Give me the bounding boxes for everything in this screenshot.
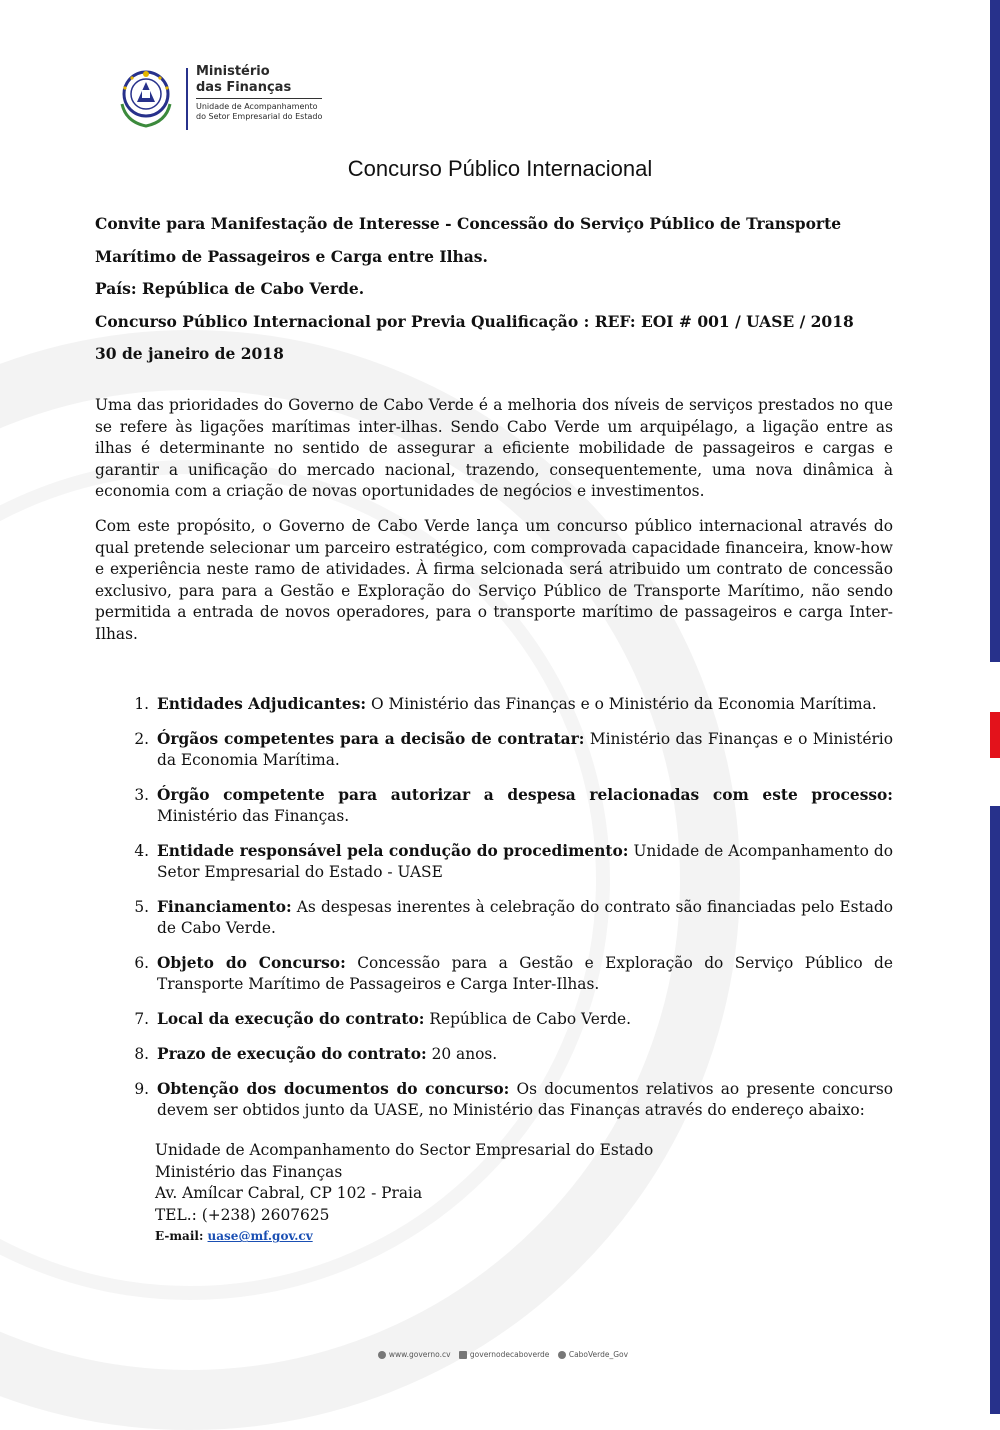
footer-facebook[interactable]: governodecaboverde	[469, 1350, 550, 1359]
footer-website[interactable]: www.governo.cv	[388, 1350, 451, 1359]
email-label: E-mail:	[155, 1229, 208, 1244]
list-item	[95, 953, 893, 995]
logo-subtitle-2: do Setor Empresarial do Estado	[196, 112, 323, 121]
page-footer	[0, 1350, 1000, 1359]
contact-address	[155, 1140, 653, 1246]
list-item	[95, 841, 893, 883]
address-line: Unidade de Acompanhamento do Sector Empresarial do Estado	[155, 1141, 654, 1159]
list-item-label: Local da execução do contrato:	[157, 1010, 425, 1028]
list-item-text: 20 anos.	[426, 1045, 498, 1063]
email-line	[155, 1226, 653, 1246]
list-item-label: Órgãos competentes para a decisão de contratar:	[157, 730, 585, 748]
list-number: 3.	[134, 786, 149, 804]
email-link[interactable]: uase@mf.gov.cv	[207, 1229, 313, 1244]
list-item-label: Objeto do Concurso:	[157, 954, 346, 972]
footer-twitter[interactable]: CaboVerde_Gov	[568, 1350, 629, 1359]
list-number: 1.	[134, 695, 149, 713]
facebook-icon	[459, 1351, 467, 1359]
header-line: Marítimo de Passageiros e Carga entre Ilhas.	[95, 246, 488, 266]
national-emblem-icon	[112, 64, 180, 132]
list-item-text: República de Cabo Verde.	[424, 1010, 632, 1028]
body-text	[95, 395, 893, 659]
header-date: 30 de janeiro de 2018	[95, 344, 284, 363]
list-number: 8.	[134, 1045, 149, 1063]
logo-divider	[186, 68, 188, 130]
list-number: 6.	[134, 954, 149, 972]
logo-subtitle-1: Unidade de Acompanhamento	[196, 102, 318, 111]
list-item	[95, 1009, 893, 1030]
list-item-label: Entidades Adjudicantes:	[157, 695, 367, 713]
list-item	[95, 694, 893, 715]
list-item	[95, 729, 893, 771]
paragraph: Com este propósito, o Governo de Cabo Verde lança um concurso público internacional através do qual pretende selecionar um parceiro estratégico, com comprovada capacidade financeira, know-how e experiência neste ramo de atividades. À firma selcionada será atribuido um contrato de concessão exclusivo, para para a Gestão e Exploração do Serviço Público de Transporte Marítimo, não sendo permitida a entrada de novos operadores, para o transporte marítimo de passageiros e carga Inter-Ilhas.	[95, 516, 893, 643]
logo-text	[196, 64, 322, 122]
side-stripe-red	[990, 712, 1000, 758]
list-item-text: Unidade de Acompanhamento do Setor Empresarial do Estado - UASE	[157, 842, 893, 881]
header-line: Concurso Público Internacional por Previa Qualificação : REF: EOI # 001 / UASE / 2018	[95, 311, 854, 331]
logo-line-1: Ministério	[196, 64, 270, 79]
side-stripe-blue-bottom	[990, 806, 1000, 1414]
list-item-text: Ministério das Finanças e o Ministério da Economia Marítima.	[157, 730, 893, 769]
list-number: 9.	[134, 1080, 149, 1098]
list-item-label: Obtenção dos documentos do concurso:	[157, 1080, 510, 1098]
list-item-text: Os documentos relativos ao presente concurso devem ser obtidos junto da UASE, no Ministério das Finanças através do endereço abaixo:	[157, 1080, 893, 1119]
numbered-list	[95, 694, 893, 1135]
header-line: País: República de Cabo Verde.	[95, 279, 365, 298]
globe-icon	[378, 1351, 386, 1359]
list-item	[95, 785, 893, 827]
phone-line: TEL.: (+238) 2607625	[155, 1205, 330, 1224]
logo-line-2: das Finanças	[196, 80, 322, 99]
list-item-text: As despesas inerentes à celebração do contrato são financiadas pelo Estado de Cabo Verde.	[157, 898, 893, 937]
list-item-label: Prazo de execução do contrato:	[157, 1045, 427, 1063]
header-block	[95, 208, 895, 371]
ministry-logo	[112, 64, 322, 132]
list-item-text: Concessão para a Gestão e Exploração do Serviço Público de Transporte Marítimo de Passageiros e Carga Inter-Ilhas.	[157, 954, 893, 993]
list-item-label: Entidade responsável pela condução do procedimento:	[157, 842, 629, 860]
list-number: 2.	[134, 730, 149, 748]
header-line: Convite para Manifestação de Interesse - Concessão do Serviço Público de Transporte	[95, 214, 842, 233]
side-stripe-blue-top	[990, 0, 1000, 662]
twitter-icon	[558, 1351, 566, 1359]
document-title: Concurso Público Internacional	[347, 156, 653, 181]
list-item-label: Financiamento:	[157, 898, 292, 916]
list-number: 4.	[134, 842, 149, 860]
list-item	[95, 1044, 893, 1065]
list-item-text: O Ministério das Finanças e o Ministério da Economia Marítima.	[366, 695, 877, 713]
list-item	[95, 1079, 893, 1121]
list-item-label: Órgão competente para autorizar a despesa relacionadas com este processo:	[157, 786, 893, 804]
list-number: 7.	[134, 1010, 149, 1028]
address-line: Av. Amílcar Cabral, CP 102 - Praia	[155, 1184, 423, 1203]
list-item-text: Ministério das Finanças.	[157, 807, 350, 825]
list-number: 5.	[134, 898, 149, 916]
list-item	[95, 897, 893, 939]
address-line: Ministério das Finanças	[155, 1162, 343, 1181]
paragraph: Uma das prioridades do Governo de Cabo Verde é a melhoria dos níveis de serviços prestados no que se refere às ligações marítimas inter-ilhas. Sendo Cabo Verde um arquipélago, a ligação entre as ilhas é determinante no sentido de assegurar a eficiente mobilidade de passageiros e cargas e garantir a unificação do mercado nacional, trazendo, consequentemente, uma nova dinâmica à economia com a criação de novas oportunidades de negócios e investimentos.	[95, 396, 893, 501]
